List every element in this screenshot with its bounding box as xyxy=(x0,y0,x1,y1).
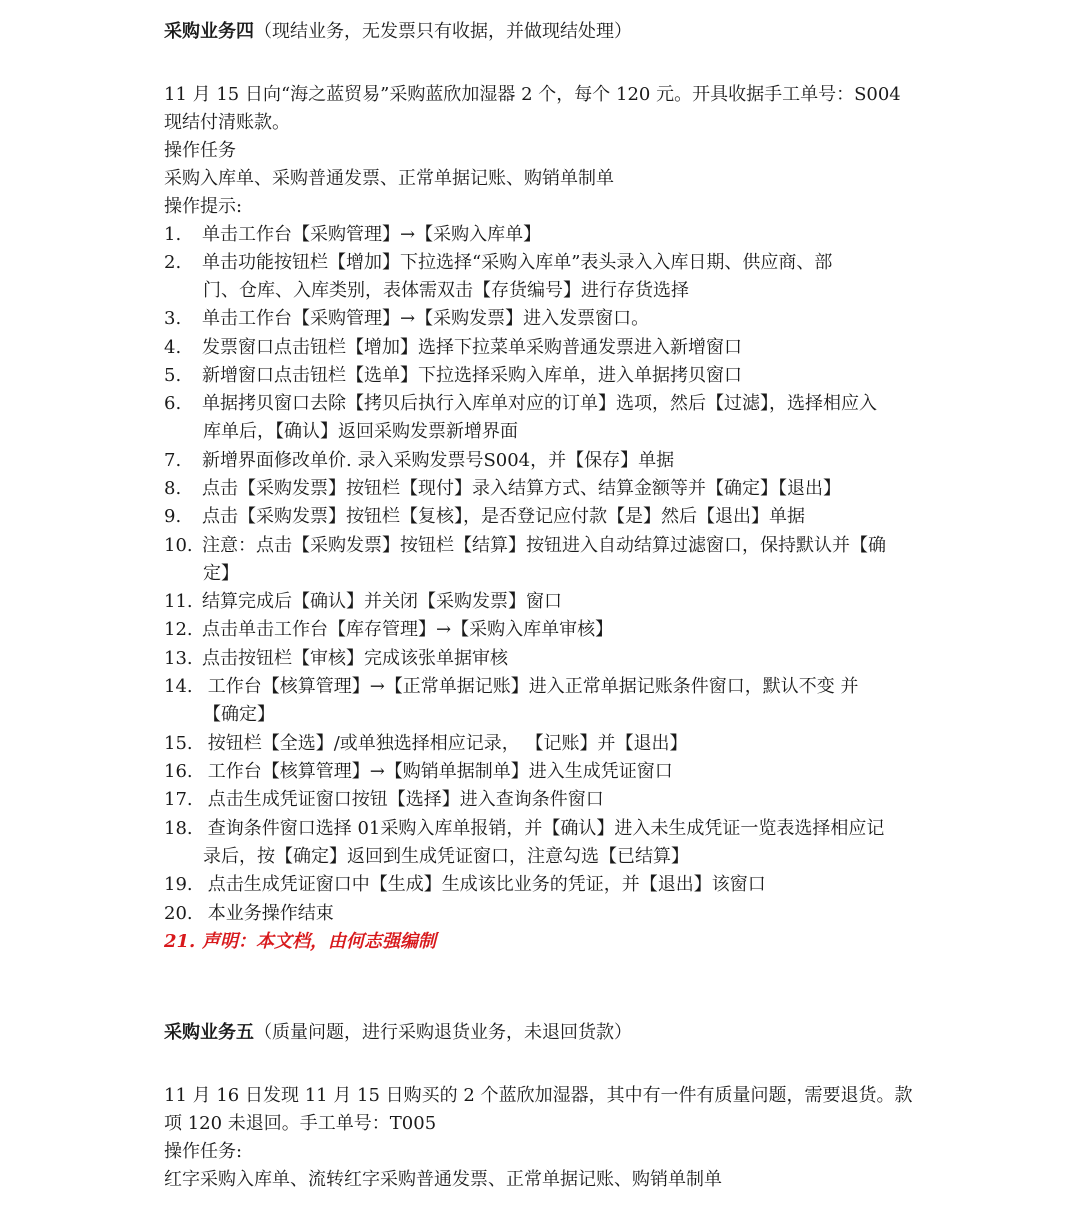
step-item xyxy=(164,334,742,362)
step-item xyxy=(164,447,674,475)
section5-task-label: 操作任务: xyxy=(164,1141,243,1162)
step-text: 新增界面修改单价. 录入采购发票号S004，并【保存】单据 xyxy=(202,450,675,471)
step-item xyxy=(164,758,673,786)
step-text: 点击【采购发票】按钮栏【复核】，是否登记应付款【是】然后【退出】单据 xyxy=(202,506,805,527)
step-text: 发票窗口点击钮栏【增加】选择下拉菜单采购普通发票进入新增窗口 xyxy=(202,337,742,358)
step-number: 2. xyxy=(164,252,182,273)
step-item xyxy=(164,503,805,531)
step-number: 18. xyxy=(164,818,193,839)
section4-task-text: 采购入库单、采购普通发票、正常单据记账、购销单制单 xyxy=(164,168,614,189)
step-item xyxy=(164,815,884,843)
step-item xyxy=(164,730,688,758)
step-item xyxy=(164,390,877,418)
section4-desc-line1: 11 月 15 日向“海之蓝贸易”采购蓝欣加湿器 2 个，每个 120 元。开具收据手工单号：S004 xyxy=(164,84,901,105)
section5-desc-line2: 项 120 未退回。手工单号：T005 xyxy=(164,1113,437,1134)
step-text: 结算完成后【确认】并关闭【采购发票】窗口 xyxy=(202,591,562,612)
step-item xyxy=(164,475,841,503)
step-number: 15. xyxy=(164,733,193,754)
step-text: 点击按钮栏【审核】完成该张单据审核 xyxy=(202,648,508,669)
step-number: 3. xyxy=(164,308,182,329)
statement-text: 声明：本文档，由何志强编制 xyxy=(202,931,436,952)
section5-heading xyxy=(164,1019,632,1047)
step-text: 单击工作台【采购管理】→【采购入库单】 xyxy=(202,224,542,245)
step-continuation: 门、仓库、入库类别，表体需双击【存货编号】进行存货选择 xyxy=(203,280,689,301)
step-text: 新增窗口点击钮栏【选单】下拉选择采购入库单，进入单据拷贝窗口 xyxy=(202,365,742,386)
step-number: 9. xyxy=(164,506,182,527)
section5-desc-line1: 11 月 16 日发现 11 月 15 日购买的 2 个蓝欣加湿器，其中有一件有质量问题，需要退货。款 xyxy=(164,1085,913,1106)
section4-desc-line2: 现结付清账款。 xyxy=(164,112,290,133)
step-item xyxy=(164,900,334,928)
section4-heading xyxy=(164,18,632,46)
step-text: 单据拷贝窗口去除【拷贝后执行入库单对应的订单】选项，然后【过滤】，选择相应入 xyxy=(202,393,877,414)
step-item xyxy=(164,588,562,616)
step-text: 点击生成凭证窗口按钮【选择】进入查询条件窗口 xyxy=(202,789,604,810)
step-number: 19. xyxy=(164,874,193,895)
step-text: 单击功能按钮栏【增加】下拉选择“采购入库单”表头录入入库日期、供应商、部 xyxy=(202,252,833,273)
step-text: 点击生成凭证窗口中【生成】生成该比业务的凭证，并【退出】该窗口 xyxy=(202,874,766,895)
step-number: 17. xyxy=(164,789,193,810)
step-number: 1. xyxy=(164,224,182,245)
section4-hint-label: 操作提示: xyxy=(164,196,243,217)
section5-task-text: 红字采购入库单、流转红字采购普通发票、正常单据记账、购销单制单 xyxy=(164,1169,722,1190)
section4-title: 采购业务四 xyxy=(164,21,254,42)
step-number: 13. xyxy=(164,648,193,669)
step-number: 5. xyxy=(164,365,182,386)
step-text: 工作台【核算管理】→【购销单据制单】进入生成凭证窗口 xyxy=(202,761,673,782)
step-text: 点击单击工作台【库存管理】→【采购入库单审核】 xyxy=(202,619,614,640)
step-number: 11. xyxy=(164,591,193,612)
step-number: 12. xyxy=(164,619,193,640)
step-text: 本业务操作结束 xyxy=(202,903,334,924)
step-number: 14. xyxy=(164,676,193,697)
step-text: 单击工作台【采购管理】→【采购发票】进入发票窗口。 xyxy=(202,308,650,329)
section5-title-note: （质量问题，进行采购退货业务，未退回货款） xyxy=(254,1022,632,1043)
author-statement xyxy=(164,928,436,956)
step-continuation: 定】 xyxy=(203,563,239,584)
step-number: 10. xyxy=(164,535,193,556)
step-item xyxy=(164,305,649,333)
step-number: 20. xyxy=(164,903,193,924)
step-text: 注意：点击【采购发票】按钮栏【结算】按钮进入自动结算过滤窗口，保持默认并【确 xyxy=(202,535,886,556)
step-item xyxy=(164,532,886,560)
section5-title: 采购业务五 xyxy=(164,1022,254,1043)
step-item xyxy=(164,786,604,814)
step-continuation: 库单后，【确认】返回采购发票新增界面 xyxy=(203,421,518,442)
step-text: 点击【采购发票】按钮栏【现付】录入结算方式、结算金额等并【确定】【退出】 xyxy=(202,478,841,499)
step-item xyxy=(164,616,613,644)
step-item xyxy=(164,673,859,701)
step-item xyxy=(164,221,541,249)
section4-task-label: 操作任务 xyxy=(164,140,236,161)
section4-title-note: （现结业务，无发票只有收据，并做现结处理） xyxy=(254,21,632,42)
step-continuation: 录后，按【确定】返回到生成凭证窗口，注意勾选【已结算】 xyxy=(203,846,689,867)
step-number: 16. xyxy=(164,761,193,782)
step-text: 查询条件窗口选择 01采购入库单报销，并【确认】进入未生成凭证一览表选择相应记 xyxy=(202,818,885,839)
step-number: 4. xyxy=(164,337,182,358)
step-item xyxy=(164,362,742,390)
step-number: 6. xyxy=(164,393,182,414)
step-text: 工作台【核算管理】→【正常单据记账】进入正常单据记账条件窗口，默认不变 并 xyxy=(202,676,859,697)
step-item xyxy=(164,871,766,899)
step-item xyxy=(164,645,508,673)
step-continuation: 【确定】 xyxy=(203,704,275,725)
step-item xyxy=(164,249,832,277)
statement-number: 21. xyxy=(164,931,196,952)
step-text: 按钮栏【全选】/或单独选择相应记录， 【记账】并【退出】 xyxy=(202,733,688,754)
step-number: 7. xyxy=(164,450,182,471)
step-number: 8. xyxy=(164,478,182,499)
